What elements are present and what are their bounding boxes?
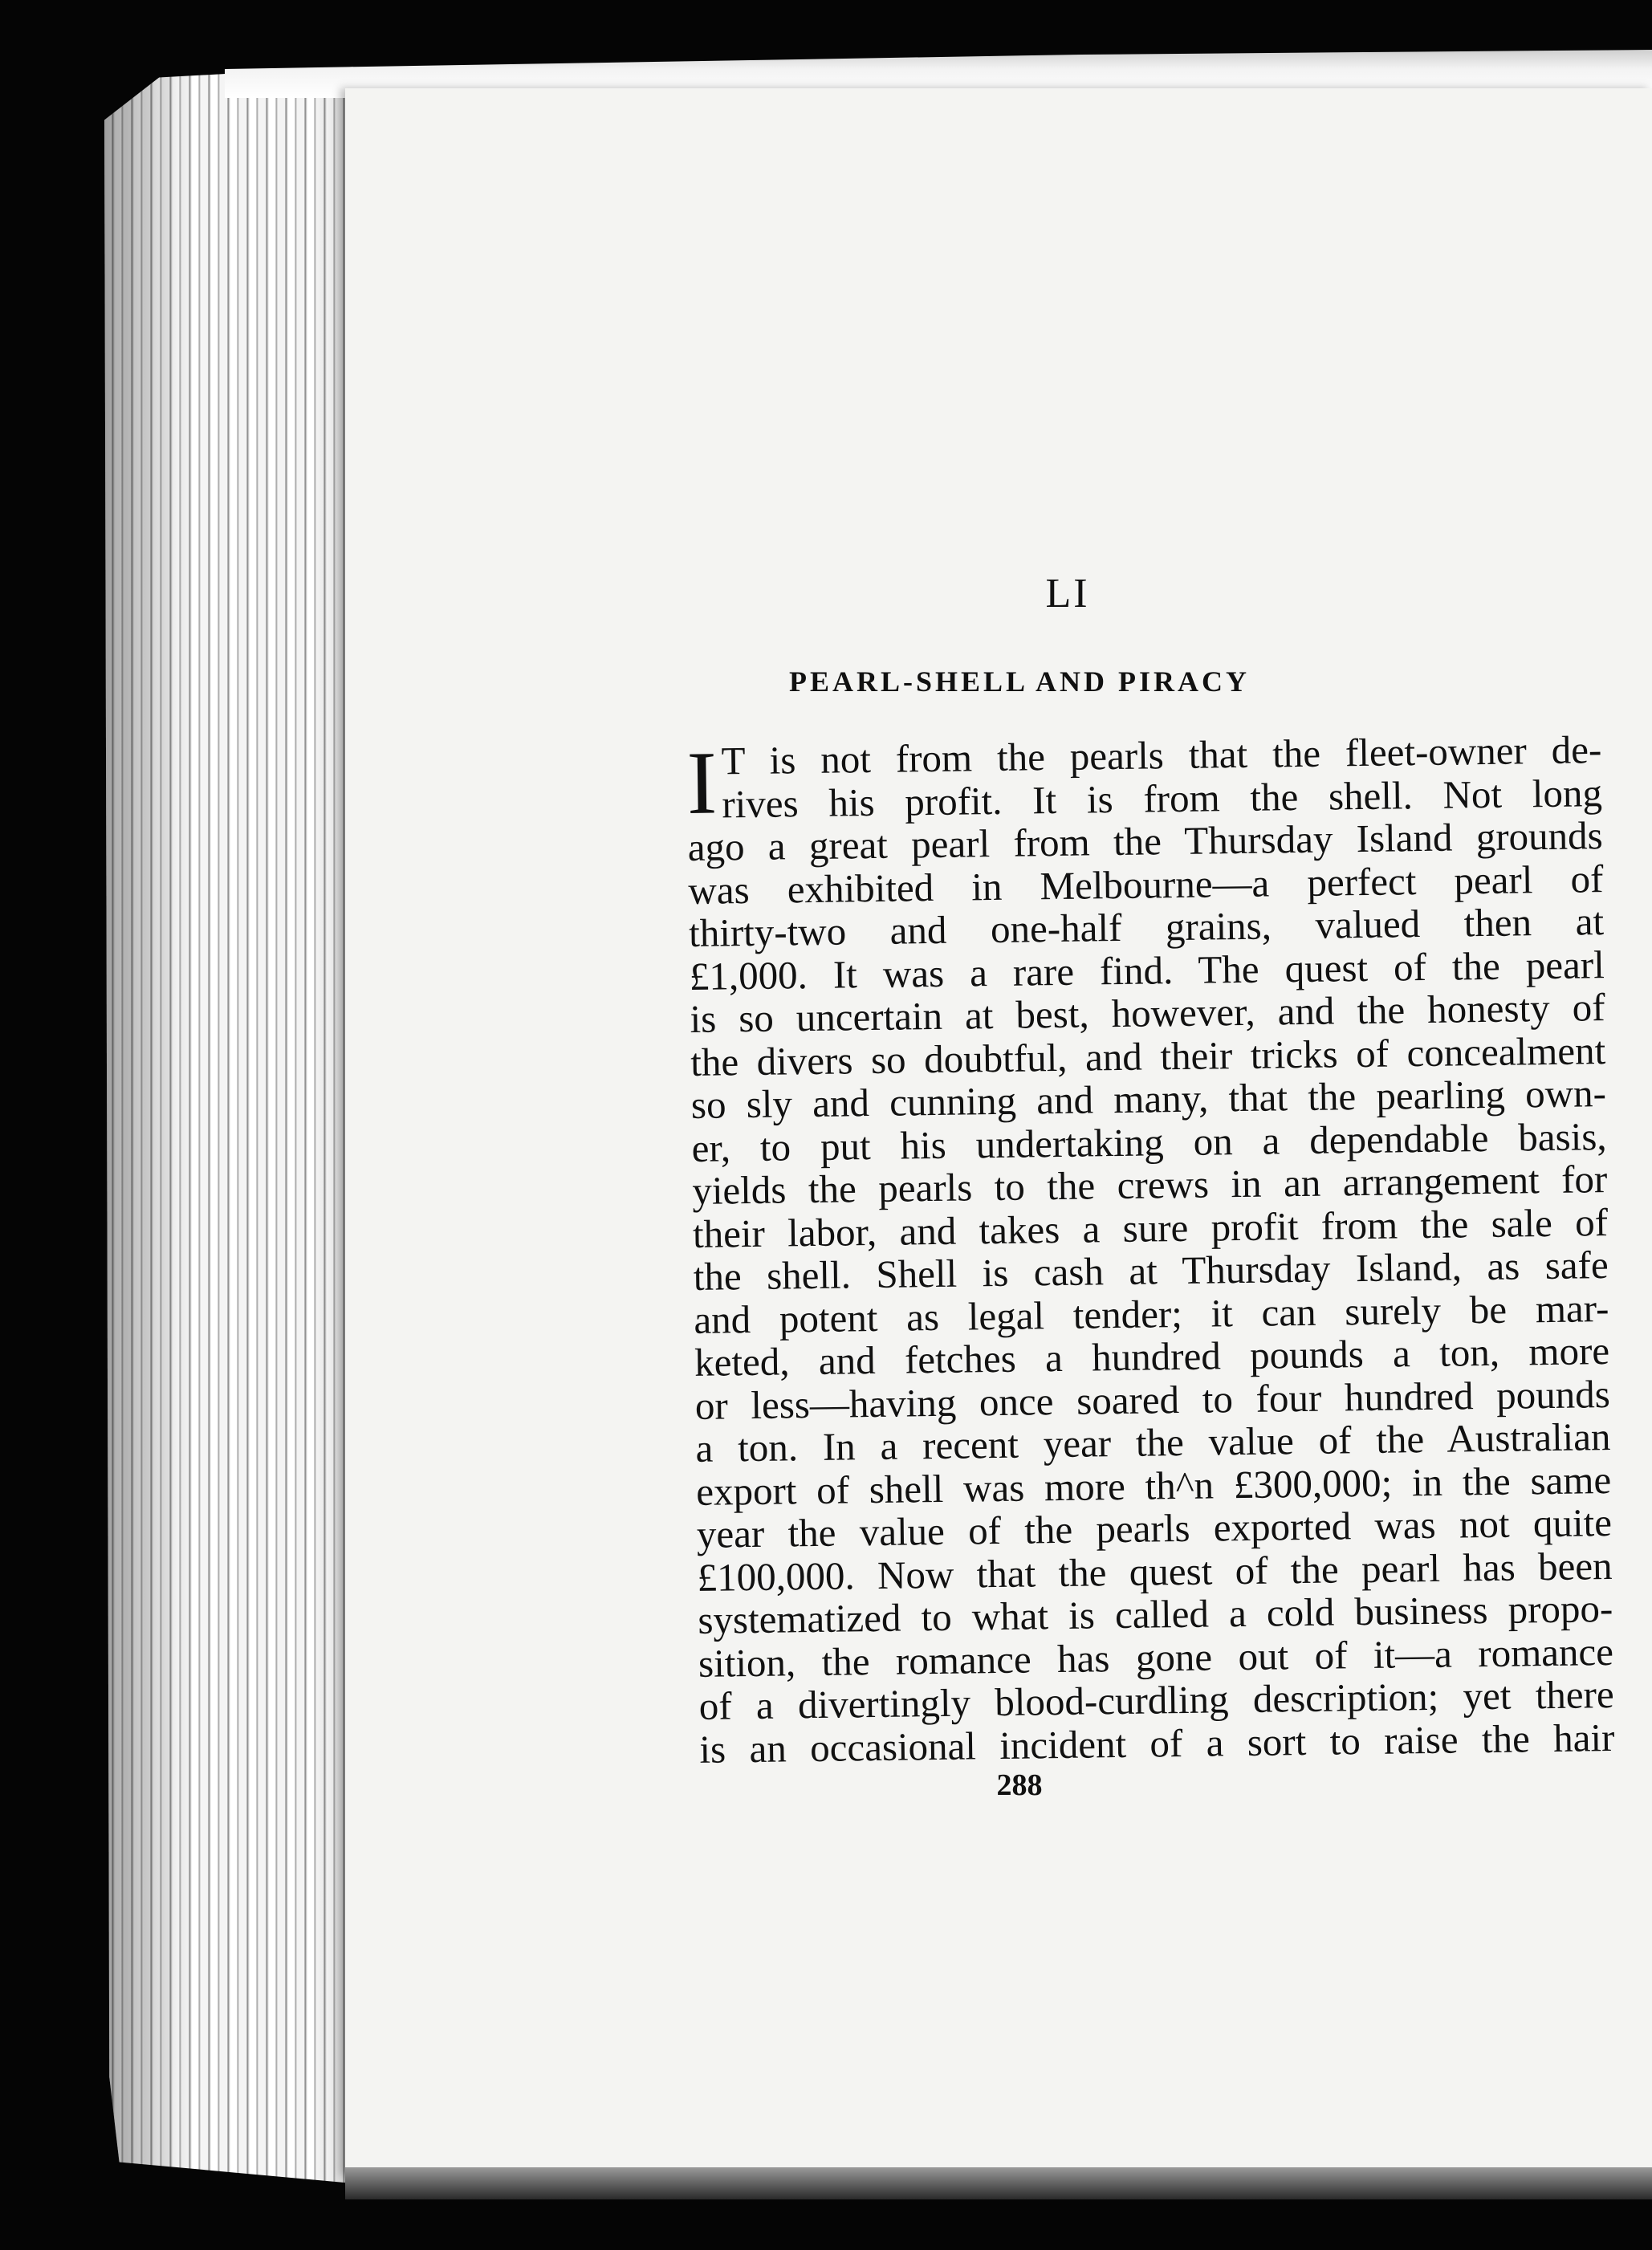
book-page-edges	[104, 56, 353, 2183]
text-line: is an occasional incident of a sort to raise the hair	[699, 1715, 1615, 1772]
text-line: £1,000. It was a rare find. The quest of the pearl	[689, 942, 1605, 999]
text-line: of a divertingly blood-curdling description; yet there	[698, 1671, 1615, 1728]
chapter-number: LI	[1045, 571, 1090, 616]
text-line: thirty-two and one-half grains, valued then at	[688, 899, 1605, 955]
book-bottom-edge	[345, 2167, 1652, 2199]
text-line: the divers so doubtful, and their tricks of concealment	[690, 1027, 1606, 1084]
drop-cap: I	[686, 733, 718, 833]
text-line: a ton. In a recent year the value of the Australian	[695, 1414, 1611, 1471]
text-line: T is not from the pearls that the fleet-owner de-	[721, 727, 1602, 783]
text-line: and potent as legal tender; it can surely be mar-	[694, 1285, 1609, 1342]
text-line: is so uncertain at best, however, and the honesty of	[690, 985, 1605, 1041]
text-line: er, to put his undertaking on a dependable basis,	[691, 1113, 1607, 1170]
text-line: £100,000. Now that the quest of the pearl has been	[697, 1543, 1613, 1600]
text-line: was exhibited in Melbourne—a perfect pearl of	[688, 856, 1604, 913]
text-line: so sly and cunning and many, that the pearling own-	[690, 1071, 1607, 1127]
text-line: ago a great pearl from the Thursday Island grounds	[687, 813, 1604, 869]
text-line: the shell. Shell is cash at Thursday Island, as safe	[693, 1243, 1609, 1299]
page-number: 288	[996, 1768, 1043, 1802]
chapter-title: PEARL-SHELL AND PIRACY	[788, 665, 1251, 698]
text-line: or less—having once soared to four hundred pounds	[694, 1371, 1611, 1428]
text-line: sition, the romance has gone out of it—a romance	[698, 1629, 1614, 1686]
text-line: rives his profit. It is from the shell. Not long	[721, 770, 1603, 826]
book-page	[345, 88, 1652, 2175]
text-line: keted, and fetches a hundred pounds a ton, more	[694, 1328, 1610, 1385]
text-line: yields the pearls to the crews in an arrangement for	[691, 1157, 1608, 1213]
text-line: systematized to what is called a cold business propo-	[697, 1585, 1613, 1642]
text-line: year the value of the pearls exported was not quite	[696, 1499, 1613, 1556]
body-text	[686, 728, 1615, 1771]
text-line: export of shell was more th^n £300,000; in the same	[695, 1457, 1612, 1514]
text-line: their labor, and takes a sure profit from the sale of	[692, 1199, 1609, 1256]
